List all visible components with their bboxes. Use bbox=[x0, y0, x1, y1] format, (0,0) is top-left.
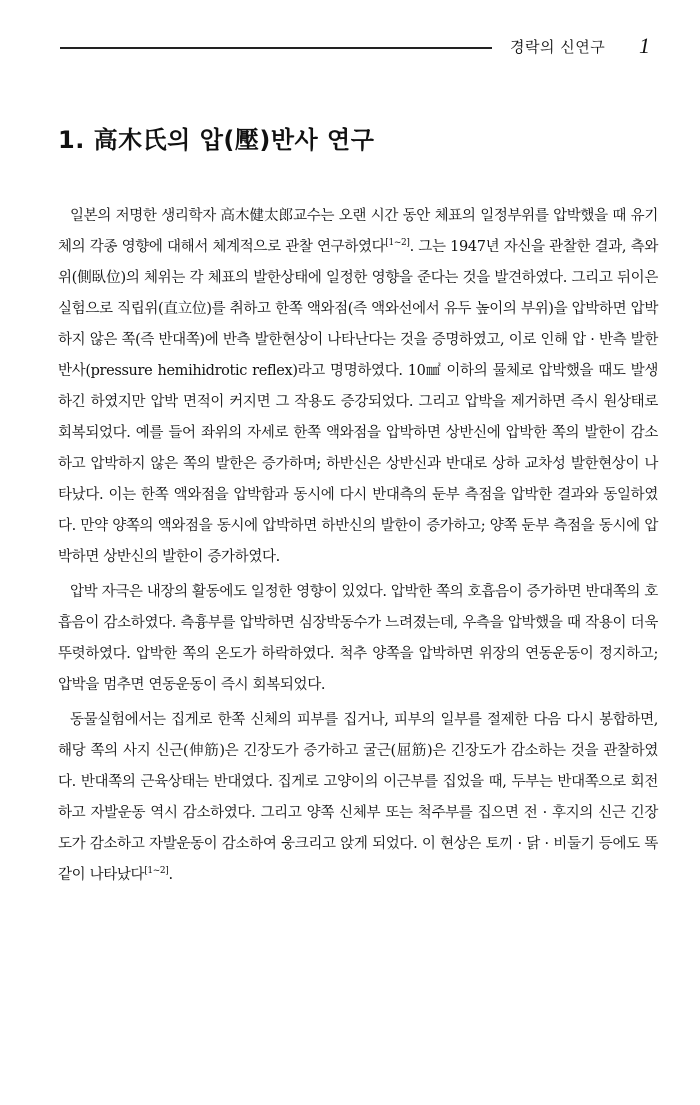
paragraph-text-continued: . 그는 1947년 자신을 관찰한 결과, 측와위(側臥位)의 체위는 각 체표의 발한상태에 일정한 영향을 준다는 것을 발견하였다. 그리고 뒤이은 실험으로 직립위(直立位)를 취하고 한쪽 액와점(즉 액와선에서 유두 높이의 부위)을 압박하면 압박하지 않은 쪽(즉 반대쪽)에 반측 발한현상이 나타난다는 것을 증명하였고, 이로 인해 압 · 반측 발한반사(pressure hemihidrotic reflex)라고 명명하였다. 10㎟ 이하의 물체로 압박했을 때도 발생하긴 하였지만 압박 면적이 커지면 그 작용도 증강되었다. 그리고 압박을 제거하면 즉시 원상태로 회복되었다. 예를 들어 좌위의 자세로 한쪽 액와점을 압박하면 상반신에 압박한 쪽의 발한이 감소하고 압박하지 않은 쪽의 발한은 증가하며; 하반신은 상반신과 반대로 상하 교차성 발한현상이 나타났다. 이는 한쪽 액와점을 압박함과 동시에 다시 반대측의 둔부 측점을 압박한 결과와 동일하였다. 만약 양쪽의 액와점을 동시에 압박하면 하반신의 발한이 증가하고; 양쪽 둔부 측점을 동시에 압박하면 상반신의 발한이 증가하였다. bbox=[58, 239, 658, 565]
section-title: 1. 高木氏의 압(壓)반사 연구 bbox=[58, 126, 375, 154]
paragraph-text: 압박 자극은 내장의 활동에도 일정한 영향이 있었다. 압박한 쪽의 호흡음이 증가하면 반대쪽의 호흡음이 감소하였다. 측흉부를 압박하면 심장박동수가 느려졌는데, 우측을 압박했을 때 작용이 더욱 뚜렷하였다. 압박한 쪽의 온도가 하락하였다. 척추 양쪽을 압박하면 위장의 연동운동이 정지하고; 압박을 멈추면 연동운동이 즉시 회복되었다. bbox=[58, 584, 658, 693]
header-rule bbox=[60, 47, 492, 49]
running-title: 경락의 신연구 bbox=[510, 38, 606, 56]
running-header bbox=[60, 33, 650, 60]
paragraph-text: 일본의 저명한 생리학자 高木健太郎교수는 오랜 시간 동안 체표의 일정부위를 압박했을 때 유기체의 각종 영향에 대해서 체계적으로 관찰 연구하였다 bbox=[58, 208, 658, 255]
paragraph-text-continued: . bbox=[168, 867, 173, 883]
paragraph-text: 동물실험에서는 집게로 한쪽 신체의 피부를 집거나, 피부의 일부를 절제한 다음 다시 봉합하면, 해당 쪽의 사지 신근(伸筋)은 긴장도가 증가하고 굴근(屈筋)은 긴장도가 감소하는 것을 관찰하였다. 반대쪽의 근육상태는 반대였다. 집게로 고양이의 이근부를 집었을 때, 두부는 반대쪽으로 회전하고 자발운동 역시 감소하였다. 그리고 양쪽 신체부 또는 척주부를 집으면 전 · 후지의 신근 긴장도가 감소하고 자발운동이 감소하여 웅크리고 앉게 되었다. 이 현상은 토끼 · 닭 · 비둘기 등에도 똑같이 나타났다 bbox=[58, 712, 658, 883]
paragraph-2 bbox=[58, 577, 658, 701]
body-text bbox=[58, 201, 658, 891]
citation-superscript: [1~2] bbox=[144, 866, 169, 877]
citation-superscript: [1~2] bbox=[385, 238, 410, 249]
paragraph-3 bbox=[58, 705, 658, 891]
paragraph-1 bbox=[58, 201, 658, 573]
page-number: 1 bbox=[639, 33, 650, 58]
